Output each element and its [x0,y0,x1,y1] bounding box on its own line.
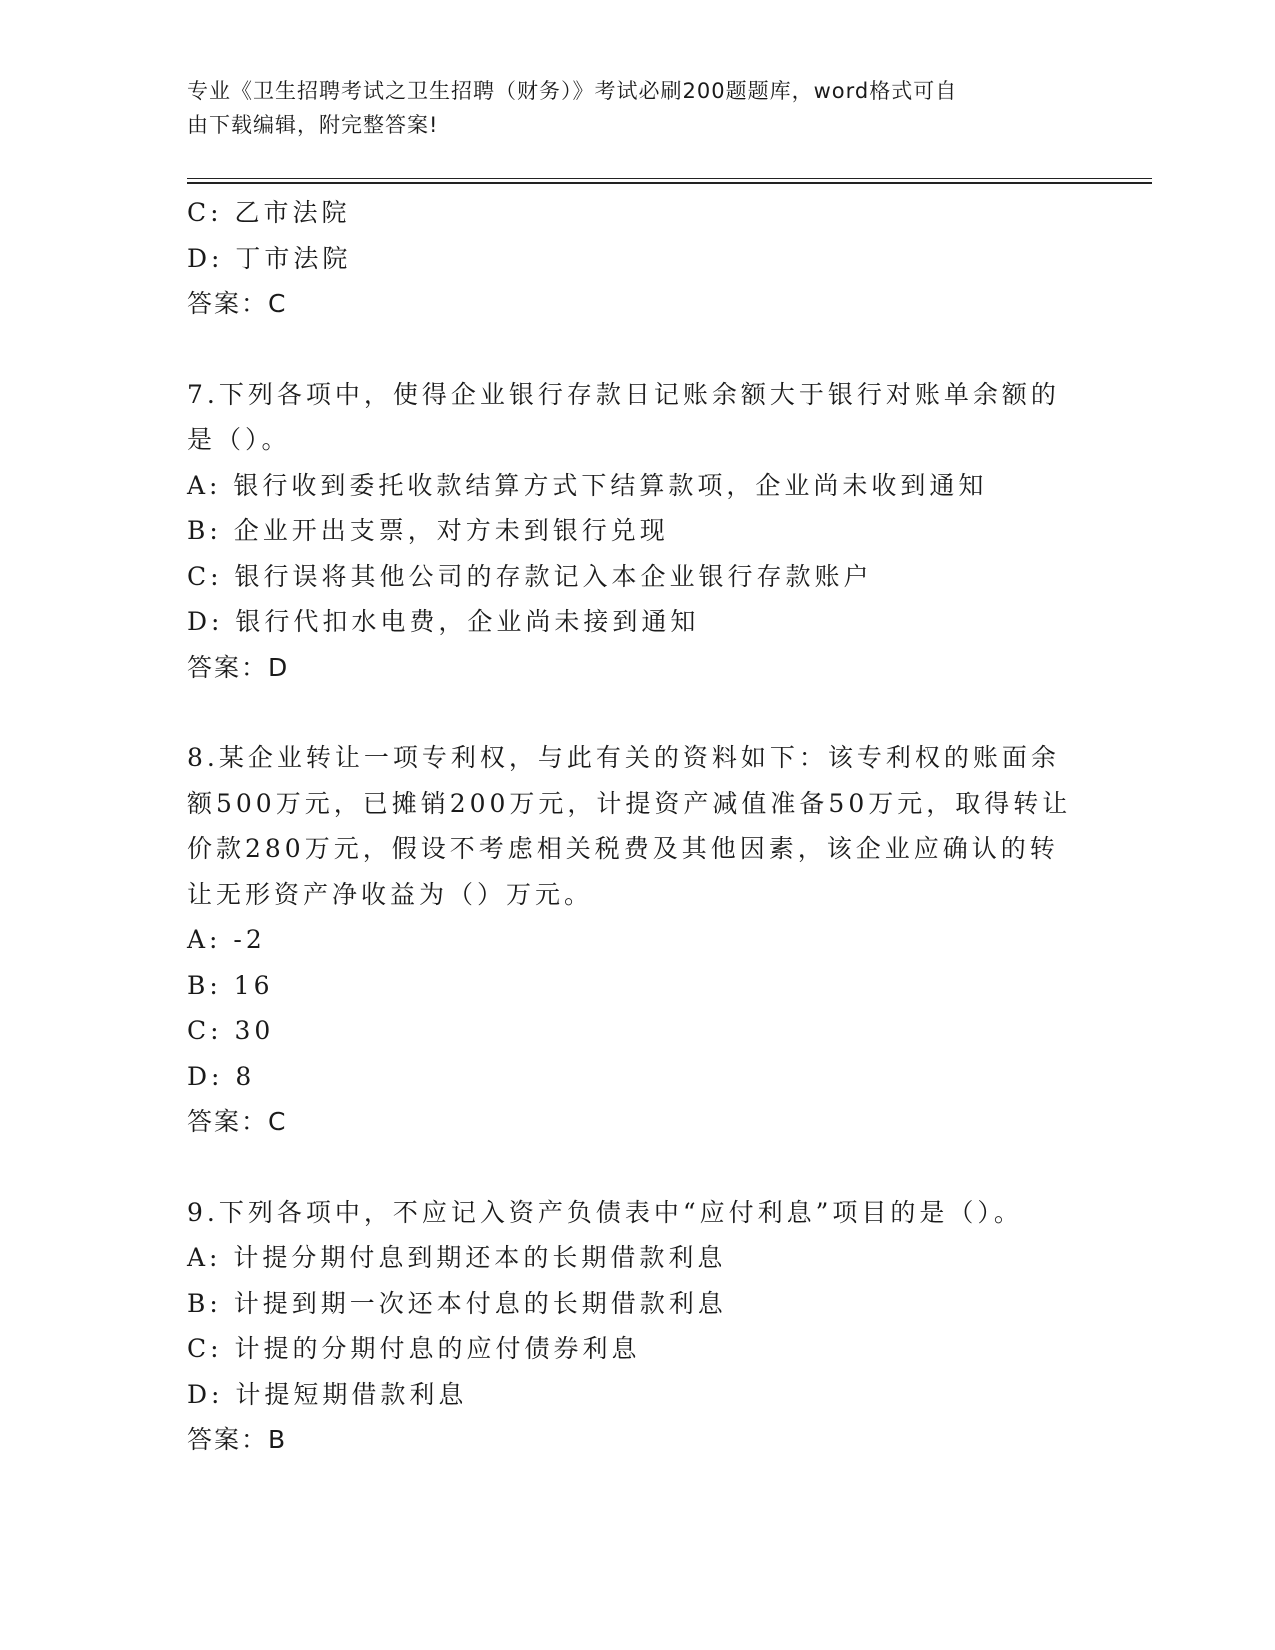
question-7 [187,372,1087,691]
option-b: B: 16 [187,970,274,1000]
question-text-line: 价款280万元，假设不考虑相关税费及其他因素，该企业应确认的转 [187,834,1059,863]
answer-line: 答案：C [187,289,288,318]
option-d: D: 计提短期借款利息 [187,1379,468,1409]
answer-line: 答案：B [187,1425,288,1454]
option-d: D: 丁市法院 [187,243,352,273]
answer-line: 答案：C [187,1107,288,1136]
header-divider-bottom [187,182,1152,184]
option-c: C: 30 [187,1016,275,1045]
option-b: B: 计提到期一次还本付息的长期借款利息 [187,1288,727,1318]
option-c: C: 银行误将其他公司的存款记入本企业银行存款账户 [187,561,873,591]
option-b: B: 企业开出支票，对方未到银行兑现 [187,516,669,545]
question-list [187,190,1087,1463]
header-line-1: 专业《卫生招聘考试之卫生招聘（财务）》考试必刷200题题库，word格式可自 [187,79,958,103]
header-line-2: 由下载编辑，附完整答案! [187,113,439,137]
question-9 [187,1190,1087,1463]
question-text-line: 8.某企业转让一项专利权，与此有关的资料如下：该专利权的账面余 [187,743,1060,772]
header-divider-top [187,178,1152,179]
option-a: A: 计提分期付息到期还本的长期借款利息 [187,1243,727,1272]
option-c: C: 计提的分期付息的应付债券利息 [187,1334,641,1363]
option-d: D: 8 [187,1061,256,1091]
document-header [187,74,1067,142]
question-text-line: 7.下列各项中，使得企业银行存款日记账余额大于银行对账单余额的 [187,379,1060,409]
prev-question-block [187,190,1087,327]
option-d: D: 银行代扣水电费，企业尚未接到通知 [187,607,700,636]
question-text-line: 是（）。 [187,425,291,454]
question-text-line: 9.下列各项中，不应记入资产负债表中“应付利息”项目的是（）。 [187,1197,1023,1227]
option-c: C: 乙市法院 [187,198,351,227]
question-8 [187,735,1087,1145]
option-a: A: -2 [187,925,266,954]
question-text-line: 额500万元，已摊销200万元，计提资产减值准备50万元，取得转让 [187,788,1072,818]
option-a: A: 银行收到委托收款结算方式下结算款项，企业尚未收到通知 [187,470,988,500]
answer-line: 答案：D [187,652,290,682]
question-text-line: 让无形资产净收益为（）万元。 [187,879,594,909]
